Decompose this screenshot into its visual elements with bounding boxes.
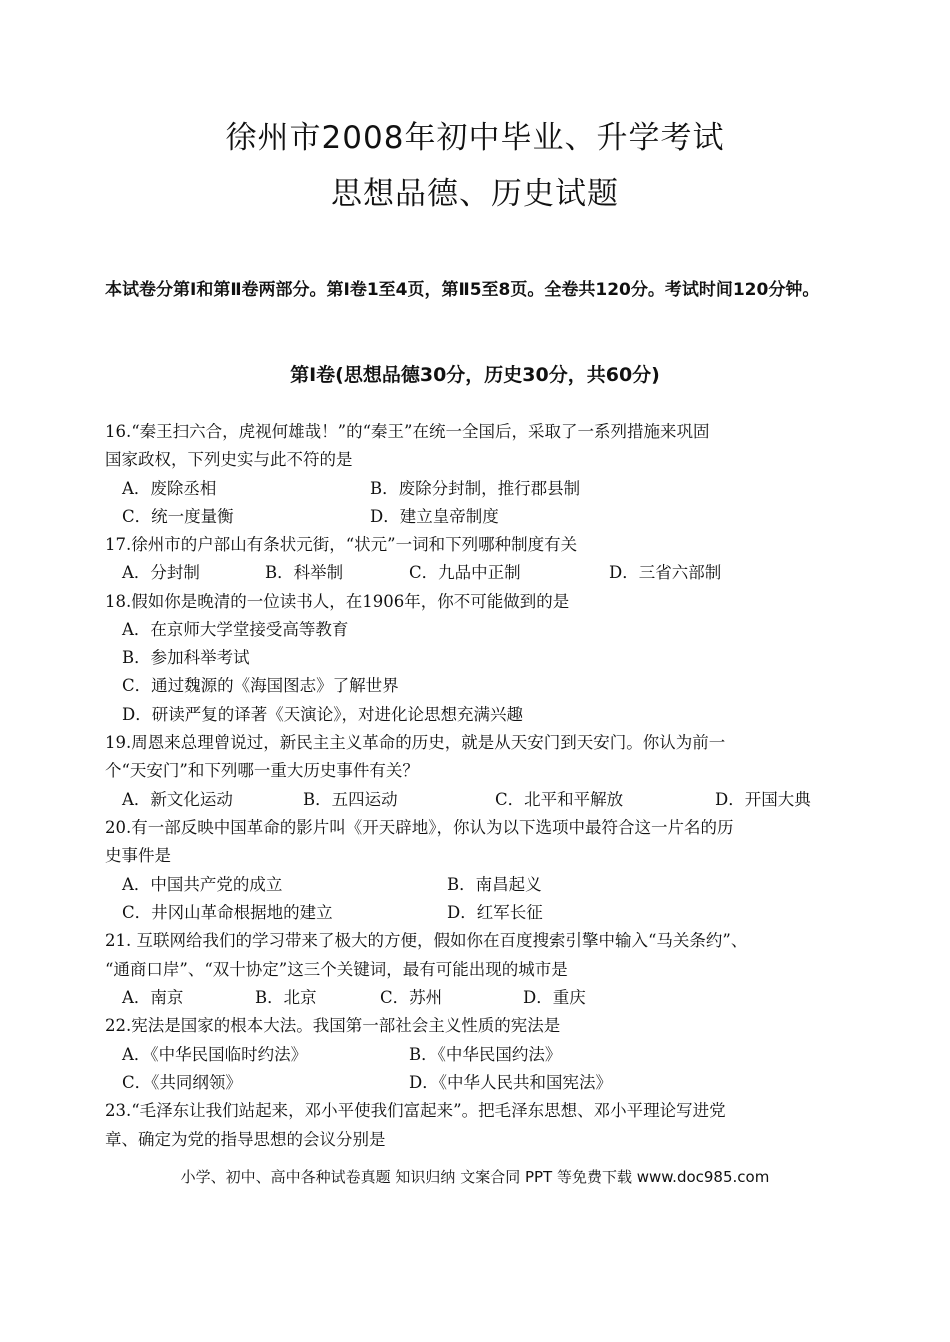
question-stem-line: 20.有一部反映中国革命的影片叫《开天辟地》，你认为以下选项中最符合这一片名的历 [105,818,734,837]
option-a: A．《中华民国临时约法》 [122,1045,308,1064]
option-d: D．开国大典 [715,790,811,809]
option-b: B．《中华民国约法》 [409,1045,562,1064]
question-stem-line: 21. 互联网给我们的学习带来了极大的方便，假如你在百度搜索引擎中输入“马关条约”、 [105,931,748,950]
option-a: A．新文化运动 [122,790,233,809]
exam-subtitle: 思想品德、历史试题 [331,176,619,212]
question-stem-line: 国家政权，下列史实与此不符的是 [105,450,353,469]
option-d: D．建立皇帝制度 [370,507,499,526]
option-a: A．在京师大学堂接受高等教育 [122,620,349,639]
option-a: A．分封制 [122,563,200,582]
option-a: A．中国共产党的成立 [122,875,283,894]
option-c: C．北平和平解放 [495,790,624,809]
question-stem-line: 个“天安门”和下列哪一重大历史事件有关？ [105,761,419,780]
exam-instructions: 本试卷分第Ⅰ和第Ⅱ卷两部分。第Ⅰ卷1至4页，第Ⅱ5至8页。全卷共120分。考试时间120分钟。 [105,280,820,300]
option-b: B．参加科举考试 [122,648,250,667]
option-c: C．九品中正制 [409,563,521,582]
question-stem-line: 22.宪法是国家的根本大法。我国第一部社会主义性质的宪法是 [105,1016,561,1035]
question-stem-line: 史事件是 [105,846,171,865]
question-stem-line: “通商口岸”、“双十协定”这三个关键词，最有可能出现的城市是 [105,960,568,979]
footer-watermark-text: 小学、初中、高中各种试卷真题 知识归纳 文案合同 PPT 等免费下载 www.doc985.com [180,1168,770,1186]
section-title: 第Ⅰ卷(思想品德30分，历史30分，共60分) [290,364,660,386]
option-d: D．红军长征 [447,903,543,922]
option-a: A．废除丞相 [122,479,217,498]
question-stem-line: 23.“毛泽东让我们站起来，邓小平使我们富起来”。把毛泽东思想、邓小平理论写进党 [105,1101,726,1120]
option-b: B．废除分封制，推行郡县制 [370,479,581,498]
option-d: D．三省六部制 [609,563,722,582]
option-b: B．科举制 [265,563,344,582]
option-a: A．南京 [122,988,184,1007]
option-c: C．统一度量衡 [122,507,234,526]
option-d: D．重庆 [523,988,586,1007]
option-b: B．南昌起义 [447,875,542,894]
option-c: C．井冈山革命根据地的建立 [122,903,333,922]
question-stem-line: 章、确定为党的指导思想的会议分别是 [105,1130,386,1149]
option-c: C．苏州 [380,988,443,1007]
exam-title: 徐州市2008年初中毕业、升学考试 [225,120,725,156]
question-stem-line: 18.假如你是晚清的一位读书人，在1906年，你不可能做到的是 [105,592,570,611]
option-d: D．《中华人民共和国宪法》 [409,1073,612,1092]
option-c: C．《共同纲领》 [122,1073,242,1092]
option-b: B．五四运动 [303,790,398,809]
question-stem-line: 16.“秦王扫六合，虎视何雄哉！”的“秦王”在统一全国后，采取了一系列措施来巩固 [105,422,710,441]
option-d: D．研读严复的译著《天演论》，对进化论思想充满兴趣 [122,705,523,724]
option-c: C．通过魏源的《海国图志》了解世界 [122,676,399,695]
option-b: B．北京 [255,988,317,1007]
question-stem-line: 17.徐州市的户部山有条状元街，“状元”一词和下列哪种制度有关 [105,535,578,554]
question-stem-line: 19.周恩来总理曾说过，新民主主义革命的历史，就是从天安门到天安门。你认为前一 [105,733,726,752]
